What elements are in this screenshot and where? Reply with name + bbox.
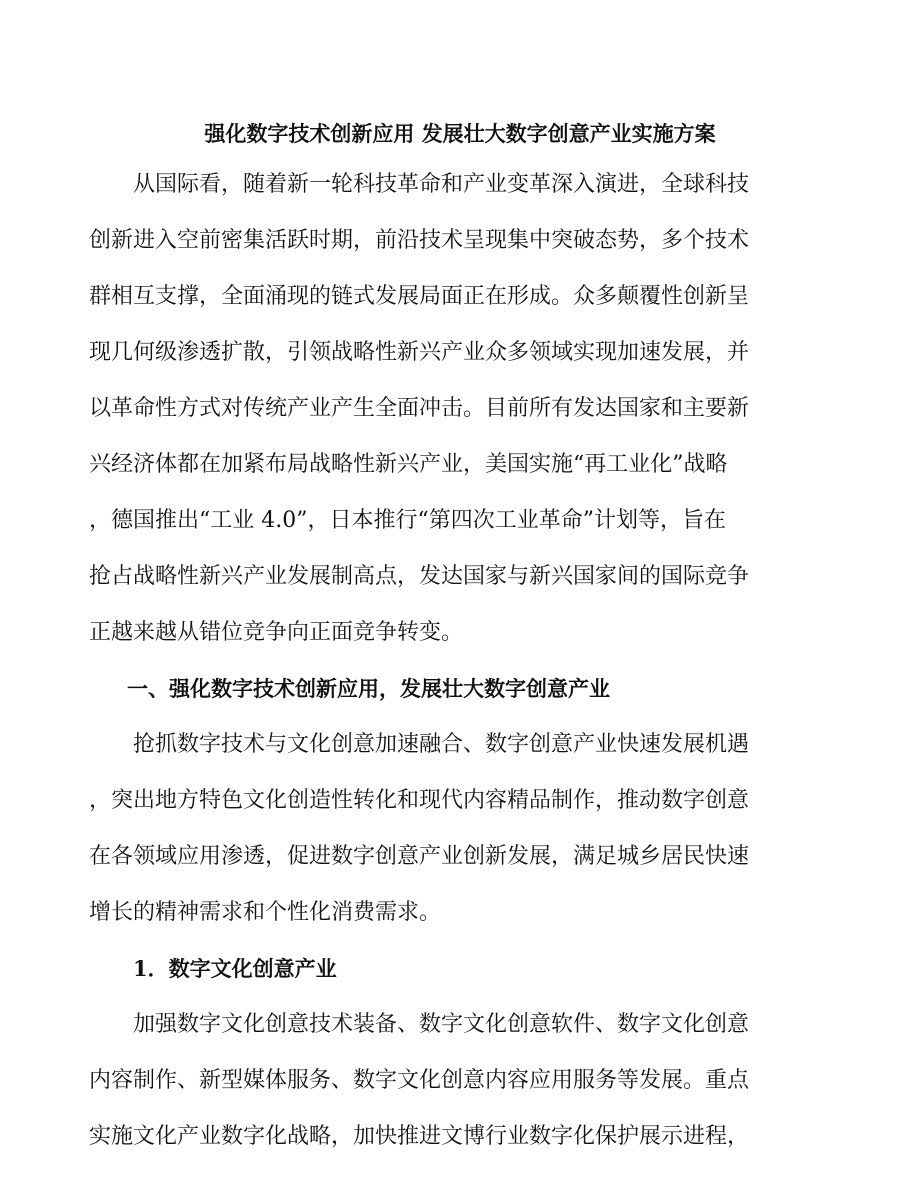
paragraph-3-line-1: 加强数字文化创意技术装备、数字文化创意软件、数字文化创意 [133,1012,750,1037]
document-title: 强化数字技术创新应用 发展壮大数字创意产业实施方案 [204,122,716,146]
paragraph-1-line-1: 从国际看，随着新一轮科技革命和产业变革深入演进，全球科技 [133,172,750,197]
paragraph-1-line-6: 兴经济体都在加紧布局战略性新兴产业，美国实施“再工业化”战略 [89,452,728,477]
paragraph-1-line-8: 抢占战略性新兴产业发展制高点，发达国家与新兴国家间的国际竞争 [89,564,750,589]
paragraph-2-line-3: 在各领域应用渗透，促进数字创意产业创新发展，满足城乡居民快速 [89,844,750,869]
paragraph-1-line-3: 群相互支撑，全面涌现的链式发展局面正在形成。众多颠覆性创新呈 [89,284,750,309]
paragraph-3-line-2: 内容制作、新型媒体服务、数字文化创意内容应用服务等发展。重点 [89,1068,750,1093]
paragraph-2-line-1: 抢抓数字技术与文化创意加速融合、数字创意产业快速发展机遇 [133,732,750,757]
paragraph-2-line-2: ，突出地方特色文化创造性转化和现代内容精品制作，推动数字创意 [89,788,750,813]
subsection-heading-1: 1．数字文化创意产业 [133,956,337,981]
paragraph-1-line-5: 以革命性方式对传统产业产生全面冲击。目前所有发达国家和主要新 [89,396,750,421]
paragraph-1-line-2: 创新进入空前密集活跃时期，前沿技术呈现集中突破态势，多个技术 [89,228,750,253]
paragraph-2-line-4: 增长的精神需求和个性化消费需求。 [89,900,442,925]
paragraph-3-line-3: 实施文化产业数字化战略，加快推进文博行业数字化保护展示进程， [89,1124,750,1149]
section-heading-1: 一、强化数字技术创新应用，发展壮大数字创意产业 [127,677,610,701]
paragraph-1-line-7: ，德国推出“工业 4.0”，日本推行“第四次工业革命”计划等，旨在 [89,508,726,533]
paragraph-1-line-4: 现几何级渗透扩散，引领战略性新兴产业众多领域实现加速发展，并 [89,340,750,365]
paragraph-1-line-9: 正越来越从错位竞争向正面竞争转变。 [89,620,464,645]
